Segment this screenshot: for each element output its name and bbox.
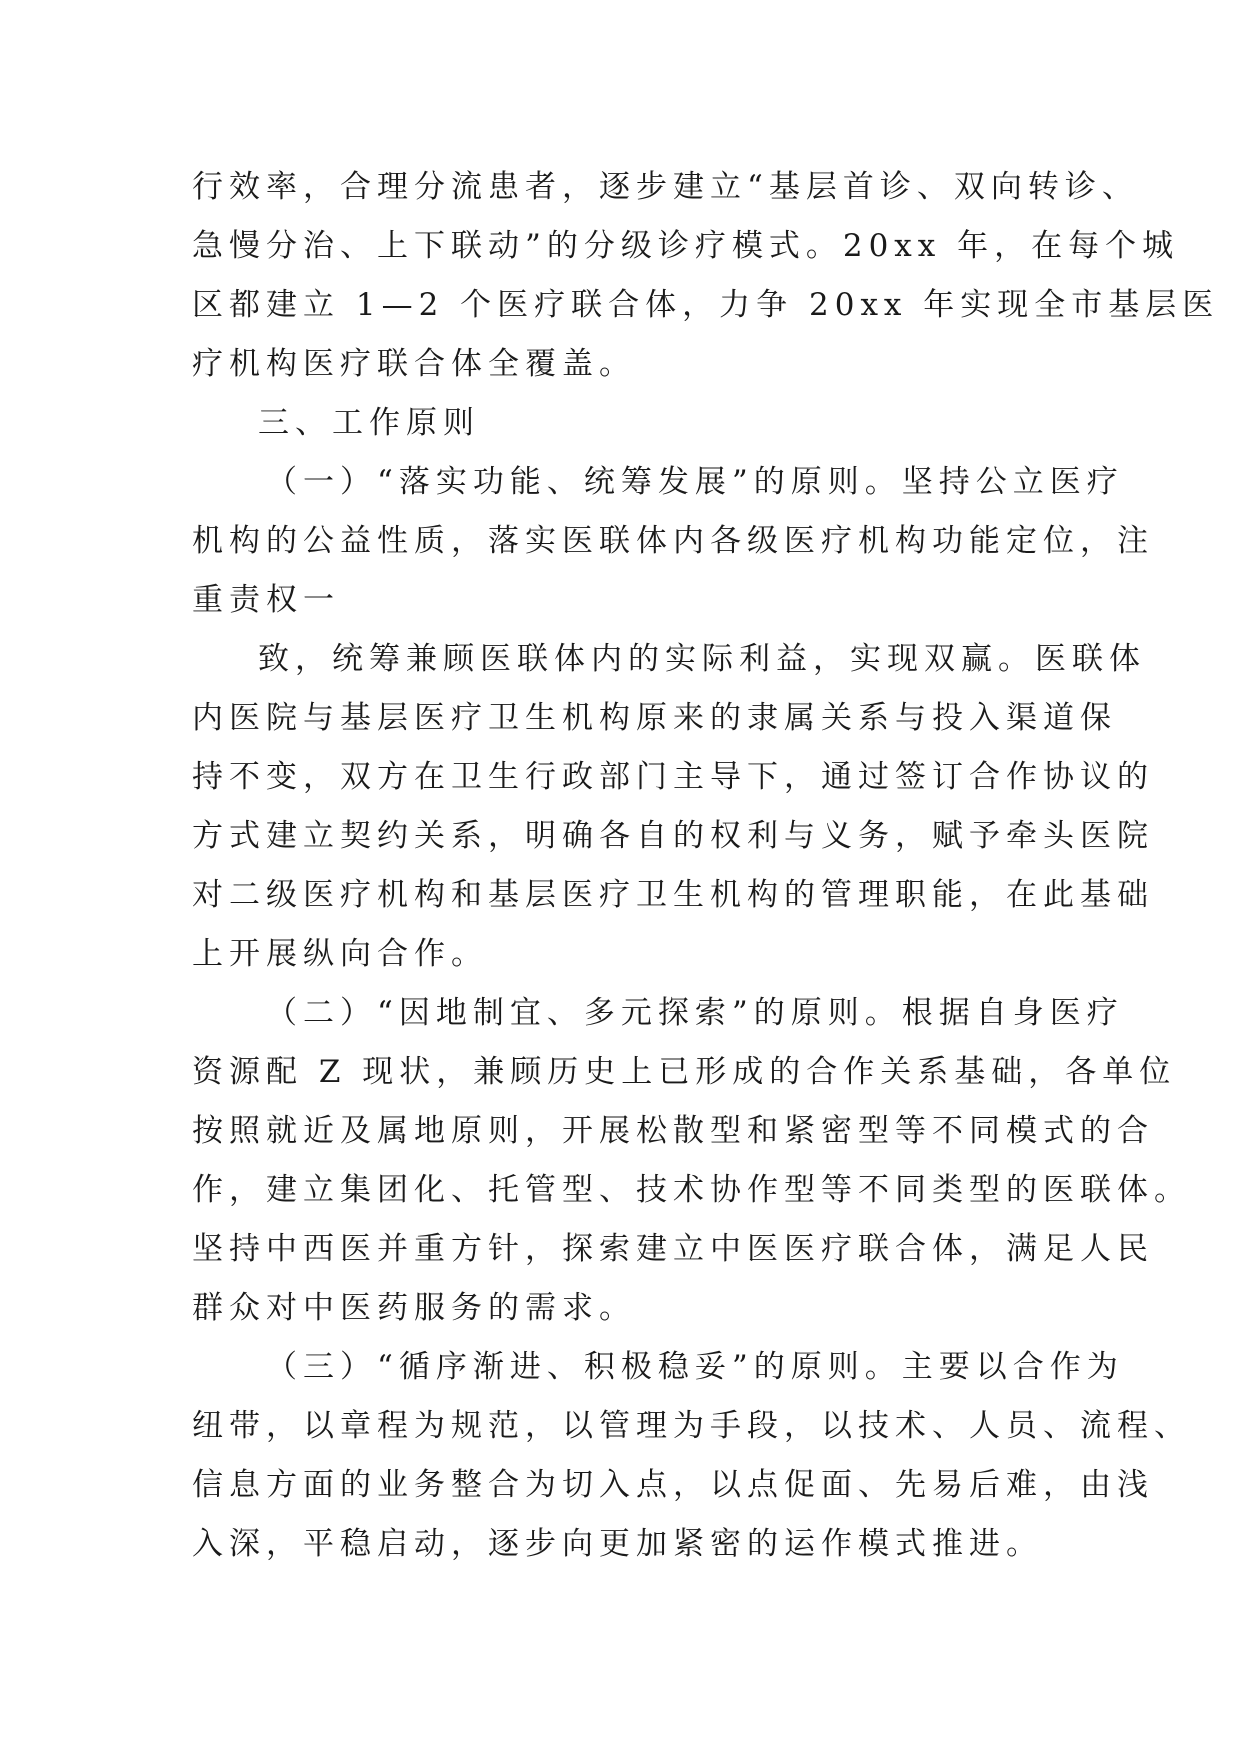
text-line: （一）“落实功能、统筹发展”的原则。坚持公立医疗	[266, 464, 1124, 500]
text-line: 急慢分治、上下联动”的分级诊疗模式。20xx 年，在每个城	[192, 228, 1180, 264]
text-line: 区都建立 1—2 个医疗联合体，力争 20xx 年实现全市基层医	[192, 287, 1220, 323]
document-body	[192, 158, 1220, 1574]
text-line: 作，建立集团化、托管型、技术协作型等不同类型的医联体。	[192, 1172, 1191, 1208]
text-line: 持不变，双方在卫生行政部门主导下，通过签订合作协议的	[192, 759, 1154, 795]
text-line: （二）“因地制宜、多元探索”的原则。根据自身医疗	[266, 995, 1124, 1031]
text-line: 入深，平稳启动，逐步向更加紧密的运作模式推进。	[192, 1526, 1043, 1562]
text-line: 行效率，合理分流患者，逐步建立“基层首诊、双向转诊、	[192, 169, 1139, 205]
text-line: 坚持中西医并重方针，探索建立中医医疗联合体，满足人民	[192, 1231, 1154, 1267]
text-line: 重责权一	[192, 582, 340, 618]
text-line: 纽带，以章程为规范，以管理为手段，以技术、人员、流程、	[192, 1408, 1191, 1444]
text-line: 信息方面的业务整合为切入点，以点促面、先易后难，由浅	[192, 1467, 1154, 1503]
text-line: 内医院与基层医疗卫生机构原来的隶属关系与投入渠道保	[192, 700, 1117, 736]
section-heading: 三、工作原则	[258, 405, 480, 441]
text-line: 对二级医疗机构和基层医疗卫生机构的管理职能，在此基础	[192, 877, 1154, 913]
text-line: 方式建立契约关系，明确各自的权利与义务，赋予牵头医院	[192, 818, 1154, 854]
text-line: 按照就近及属地原则，开展松散型和紧密型等不同模式的合	[192, 1113, 1154, 1149]
text-line: 致，统筹兼顾医联体内的实际利益，实现双赢。医联体	[258, 641, 1146, 677]
text-line: 群众对中医药服务的需求。	[192, 1290, 636, 1326]
text-line: （三）“循序渐进、积极稳妥”的原则。主要以合作为	[266, 1349, 1124, 1385]
text-line: 机构的公益性质，落实医联体内各级医疗机构功能定位，注	[192, 523, 1154, 559]
text-line: 疗机构医疗联合体全覆盖。	[192, 346, 636, 382]
text-line: 上开展纵向合作。	[192, 936, 488, 972]
text-line: 资源配 Z 现状，兼顾历史上已形成的合作关系基础，各单位	[192, 1054, 1177, 1090]
